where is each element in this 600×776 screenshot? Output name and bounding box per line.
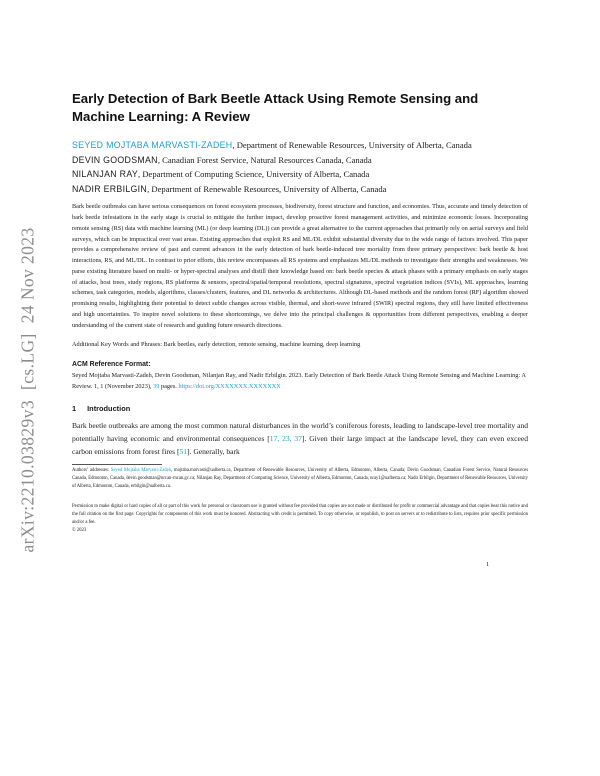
page-count-link[interactable]: 39 (153, 382, 160, 390)
author-affiliation: , Department of Renewable Resources, University of Alberta, Canada (147, 183, 387, 194)
author-link[interactable]: Seyed Mojtaba Marvasti-Zadeh (110, 467, 171, 473)
arxiv-category: [cs.LG] (17, 333, 38, 390)
author-list (72, 138, 528, 196)
permission-notice: Permission to make digital or hard copies of all or part of this work for personal or classroom use is granted without fee provided that copies are not made or distributed for profit or commercial advantage and that copies bear this notice and the full citation on the first page. Copyrights for components of this work must be honored. Abstracting with credit is permitted. To copy otherwise, or republish, to post on servers or to redistribute to lists, requires prior specific permission and/or a fee. (72, 503, 528, 526)
section-title: Introduction (87, 404, 131, 414)
intro-text: Bark beetle outbreaks are among the most common natural disturbances in the world’s coniferous forests, leading to landscape-level tree mortality and potentially having economic and environmental consequences [ (72, 421, 528, 444)
doi-link[interactable]: https://doi.org/XXXXXXX.XXXXXXX (178, 382, 281, 390)
intro-text: ]. Given their large impact at the landscape level, they can even exceed carbon emissions from forest fires [ (72, 434, 529, 456)
citation-link[interactable]: 17, 23, 37 (269, 434, 302, 444)
footnote-prefix: Authors’ addresses: (72, 467, 111, 473)
author-3 (72, 167, 528, 182)
author-2 (72, 153, 528, 168)
author-affiliation: , Canadian Forest Service, Natural Resources Canada, Canada (157, 154, 372, 165)
footnote-divider (72, 464, 162, 465)
arxiv-stamp (18, 222, 39, 557)
acm-reference-text: Seyed Mojtaba Marvasti-Zadeh, Devin Goodsman, Nilanjan Ray, and Nadir Erbilgin. 2023. Early Detection of Bark Beetle Attack Using Remote Sensing and Machine Learning: A Review. 1, 1 (November 2023), (72, 372, 526, 390)
author-addresses-footnote (72, 467, 528, 491)
author-affiliation: , Department of Renewable Resources, University of Alberta, Canada (232, 140, 472, 150)
acm-reference (72, 371, 528, 392)
copyright-line: © 2023 (72, 528, 87, 534)
acm-pages-suffix: pages. (159, 382, 179, 390)
intro-paragraph (72, 420, 528, 459)
author-4 (72, 182, 528, 197)
section-heading (72, 404, 528, 413)
section-number: 1 (72, 404, 77, 414)
page-number: 1 (486, 561, 490, 568)
abstract: Bark beetle outbreaks can have serious consequences on forest ecosystem processes, biodiversity, forest structure and function, and economies. Thus, accurate and timely detection of bark beetle infestations in the early stage is crucial to mitigate the further impact, develop proactive forest management activities, and minimize economic losses. Incorporating remote sensing (RS) data with machine learning (ML) (or deep learning (DL)) can provide a great alternative to the current approaches that primarily rely on aerial surveys and field surveys, which can be impractical over vast areas. Existing approaches that exploit RS and ML/DL exhibit substantial diversity due to the wide range of factors involved. This paper provides a comprehensive review of past and current advances in the early detection of bark beetle-induced tree mortality from three primary perspectives: bark beetle & host interactions, RS, and ML/DL. In contrast to prior efforts, this review encompasses all RS systems and emphasizes ML/DL methods to investigate their strengths and weaknesses. We parse existing literature based on multi- or hyper-spectral analyses and distill their knowledge based on: bark beetle species & attack phases with a primary emphasis on early stages of attacks, host trees, study regions, RS platforms & sensors, spectral/spatial/temporal resolutions, spectral signatures, spectral vegetation indices (SVIs), ML approaches, learning schemes, task categories, models, algorithms, classes/clusters, features, and DL networks & architectures. Although DL-based methods and the random forest (RF) algorithm showed promising results, highlighting their potential to detect subtle changes across visible, thermal, and short-wave infrared (SWIR) spectral regions, they still have limited effectiveness and high uncertainties. To inspire novel solutions to these shortcomings, we delve into the principal challenges & opportunities from different perspectives, enabling a deeper understanding of the current state of research and guiding future research directions. (72, 203, 528, 329)
author-name: NILANJAN RAY (72, 169, 139, 180)
arxiv-date: 24 Nov 2023 (17, 227, 38, 324)
author-name: DEVIN GOODSMAN (72, 154, 158, 165)
footnote-text: , mojtaba.marvasti@ualberta.ca, Department of Renewable Resources, University of Alberta, Edmonton, Alberta, Canada; Devin Goodsman, Canadian Forest Service, Natural Resources Canada, Edmonton, Canada, devin.goodsman@nrcan-rncan.gc.ca; Nilanjan Ray, Department of Computing Science, University of Alberta, Edmonton, Canada, nray1@ualberta.ca; Nadir Erbilgin, Department of Renewable Resources, University of Alberta, Edmonton, Canada, erbilgin@ualberta.ca. (72, 467, 529, 489)
keywords: Additional Key Words and Phrases: Bark beetles, early detection, remote sensing, machine learning, deep learning (72, 341, 361, 349)
paper-page (72, 90, 528, 535)
paper-title: Early Detection of Bark Beetle Attack Using Remote Sensing and Machine Learning: A Review (72, 91, 479, 124)
author-affiliation: , Department of Computing Science, University of Alberta, Canada (138, 169, 370, 180)
author-1 (72, 138, 528, 153)
author-name: NADIR ERBILGIN (72, 183, 148, 194)
intro-text: ]. Generally, bark (187, 447, 240, 456)
citation-link[interactable]: 51 (179, 447, 188, 456)
author-name[interactable]: SEYED MOJTABA MARVASTI-ZADEH (72, 140, 233, 150)
arxiv-id: arXiv:2210.03829v3 (17, 400, 38, 553)
acm-reference-heading: ACM Reference Format: (72, 361, 151, 369)
